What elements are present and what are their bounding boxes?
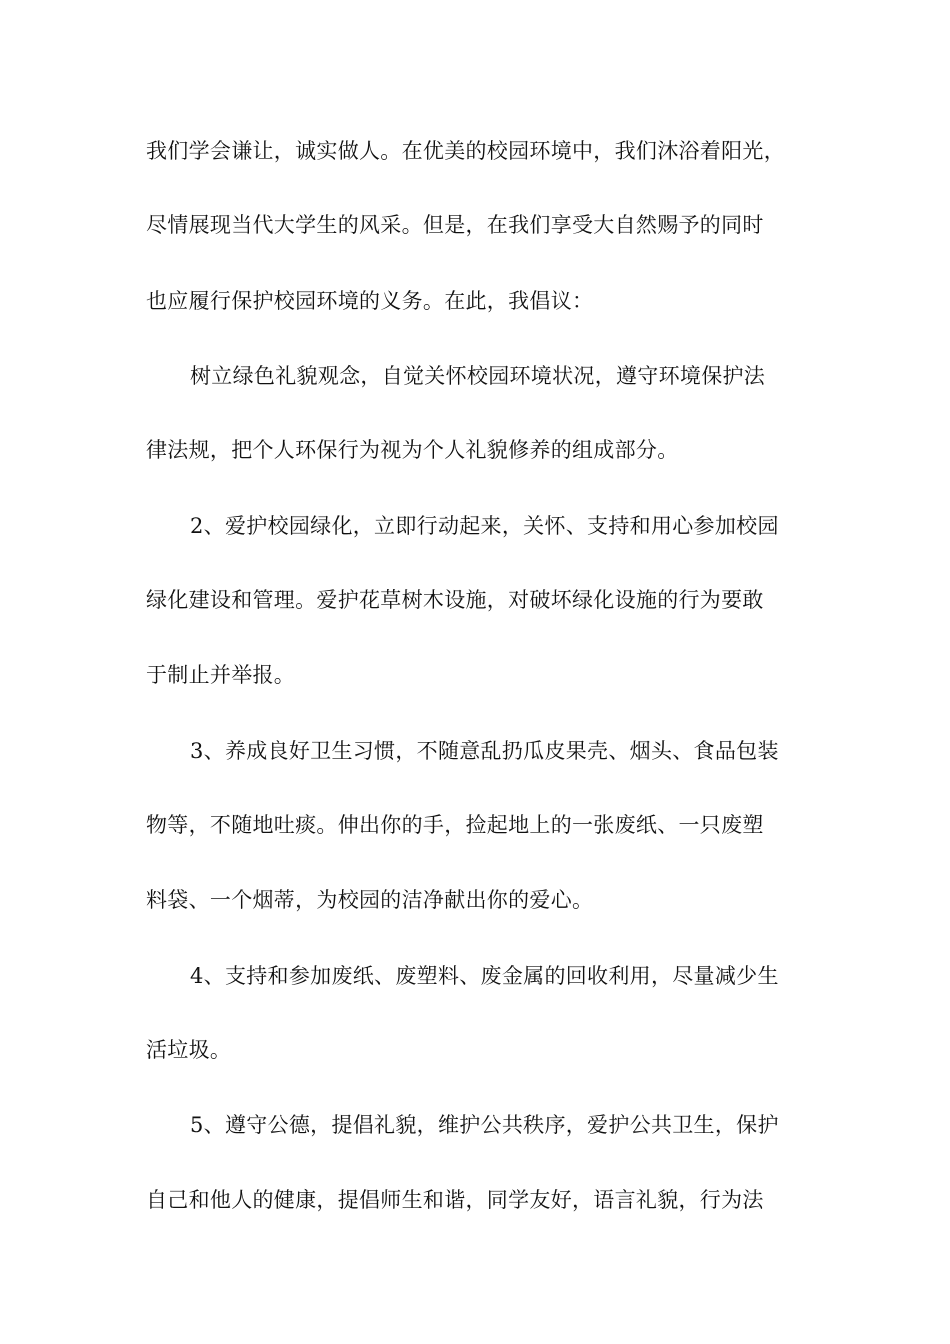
text-line: 尽情展现当代大学生的风采。但是，在我们享受大自然赐予的同时 (146, 213, 764, 237)
text-line: 物等，不随地吐痰。伸出你的手，捡起地上的一张废纸、一只废塑 (146, 813, 764, 837)
text-line: 自己和他人的健康，提倡师生和谐，同学友好，语言礼貌，行为法 (146, 1188, 764, 1212)
text-line: 3、养成良好卫生习惯，不随意乱扔瓜皮果壳、烟头、食品包装 (190, 739, 779, 763)
text-line: 也应履行保护校园环境的义务。在此，我倡议： (146, 289, 594, 313)
text-line: 4、支持和参加废纸、废塑料、废金属的回收利用，尽量减少生 (190, 964, 779, 988)
text-line: 活垃圾。 (146, 1038, 232, 1062)
text-line: 料袋、一个烟蒂，为校园的洁净献出你的爱心。 (146, 888, 594, 912)
text-line: 于制止并举报。 (146, 663, 296, 687)
text-line: 5、遵守公德，提倡礼貌，维护公共秩序，爱护公共卫生，保护 (190, 1113, 779, 1137)
text-line: 绿化建设和管理。爱护花草树木设施，对破坏绿化设施的行为要敢 (146, 588, 764, 612)
text-line: 我们学会谦让，诚实做人。在优美的校园环境中，我们沐浴着阳光， (146, 139, 785, 163)
text-line: 树立绿色礼貌观念，自觉关怀校园环境状况，遵守环境保护法 (190, 364, 766, 388)
text-line: 律法规，把个人环保行为视为个人礼貌修养的组成部分。 (146, 438, 679, 462)
text-line: 2、爱护校园绿化，立即行动起来，关怀、支持和用心参加校园 (190, 514, 779, 538)
